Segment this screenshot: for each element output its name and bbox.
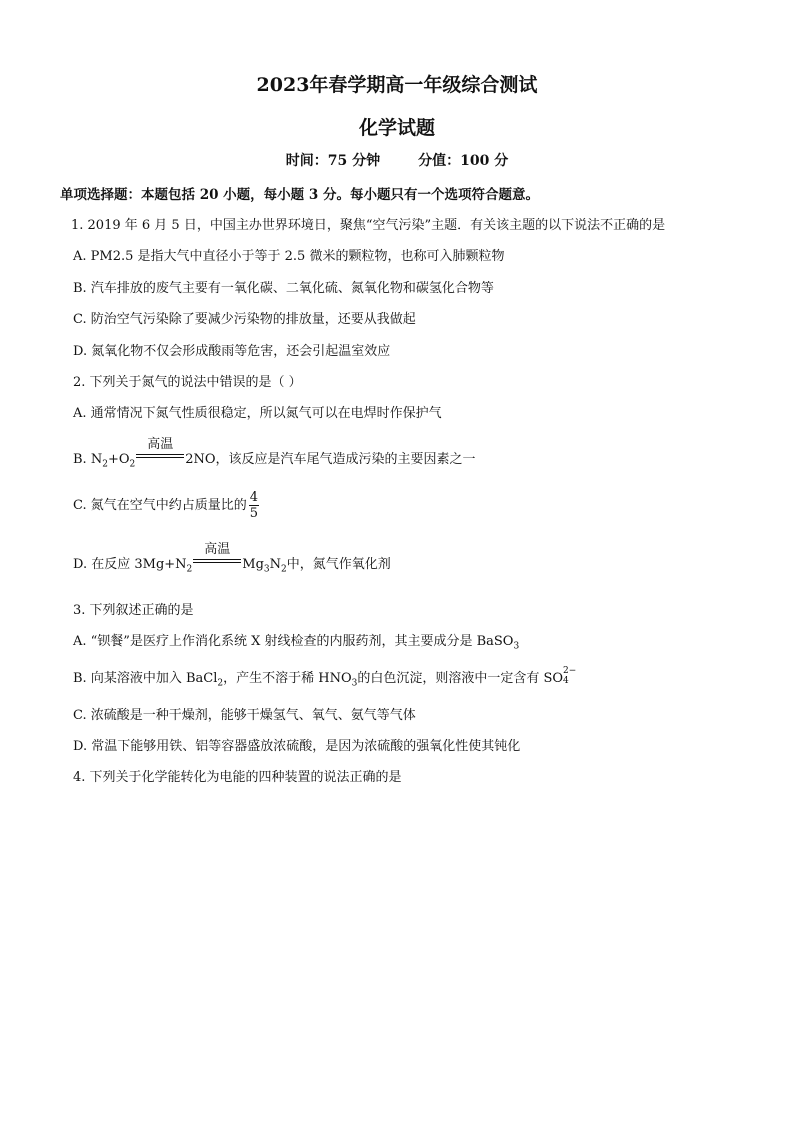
exam-title: 2023年春学期高一年级综合测试	[256, 74, 538, 96]
q1-option-b: B. 汽车排放的废气主要有一氧化碳、二氧化硫、氮氧化物和碳氢化合物等	[73, 281, 494, 296]
q1-option-a: A. PM2.5 是指大气中直径小于等于 2.5 微米的颗粒物，也称可入肺颗粒物	[73, 249, 505, 264]
q3-stem: 3. 下列叙述正确的是	[73, 603, 194, 618]
q2-option-a: A. 通常情况下氮气性质很稳定，所以氮气可以在电焊时作保护气	[73, 406, 442, 421]
q2-stem: 2. 下列关于氮气的说法中错误的是（ ）	[73, 375, 302, 390]
q2-option-c: C. 氮气在空气中约占质量比的 $\frac{4}{5}$	[73, 490, 259, 521]
exam-meta	[0, 150, 794, 170]
q4-stem: 4. 下列关于化学能转化为电能的四种装置的说法正确的是	[73, 770, 402, 785]
exam-time: 时间：75 分钟	[285, 153, 381, 169]
q1-option-c: C. 防治空气污染除了要减少污染物的排放量，还要从我做起	[73, 312, 416, 327]
q1-stem: 1. 2019 年 6 月 5 日，中国主办世界环境日，聚焦“空气污染”主题．有关该主题的以下说法不正确的是	[71, 218, 666, 233]
fraction: $\frac{4}{5}$	[249, 490, 259, 521]
exam-subject: 化学试题	[358, 117, 435, 139]
q3-option-a: A. “钡餐”是医疗上作消化系统 X 射线检查的内服药剂，其主要成分是 BaSO$_3$	[73, 634, 520, 652]
reaction-condition-arrow: 高温	[136, 450, 184, 464]
sulfate-charge: 2− 4	[563, 666, 577, 686]
q3-option-d: D. 常温下能够用铁、铝等容器盛放浓硫酸，是因为浓硫酸的强氧化性使其钝化	[73, 739, 521, 754]
q3-option-c: C. 浓硫酸是一种干燥剂，能够干燥氢气、氧气、氨气等气体	[73, 708, 416, 723]
q1-option-d: D. 氮氧化物不仅会形成酸雨等危害，还会引起温室效应	[73, 344, 391, 359]
q3-option-b: B. 向某溶液中加入 BaCl$_2$，产生不溶于稀 $HNO_3$的白色沉淀，则溶液中一定含有 SO 2− 4	[73, 666, 577, 689]
q2-option-d: D. 在反应 $3Mg+N_2$ 高温 $Mg_3N_2$中，氮气作氧化剂	[73, 542, 391, 575]
exam-score: 分值：100 分	[418, 153, 509, 169]
q2-option-b: B. $N_2+O_2$ 高温 2NO，该反应是汽车尾气造成污染的主要因素之一	[73, 437, 476, 470]
reaction-condition-arrow: 高温	[193, 555, 241, 569]
section-heading: 单项选择题：本题包括 20 小题，每小题 3 分。每小题只有一个选项符合题意。	[60, 187, 539, 203]
